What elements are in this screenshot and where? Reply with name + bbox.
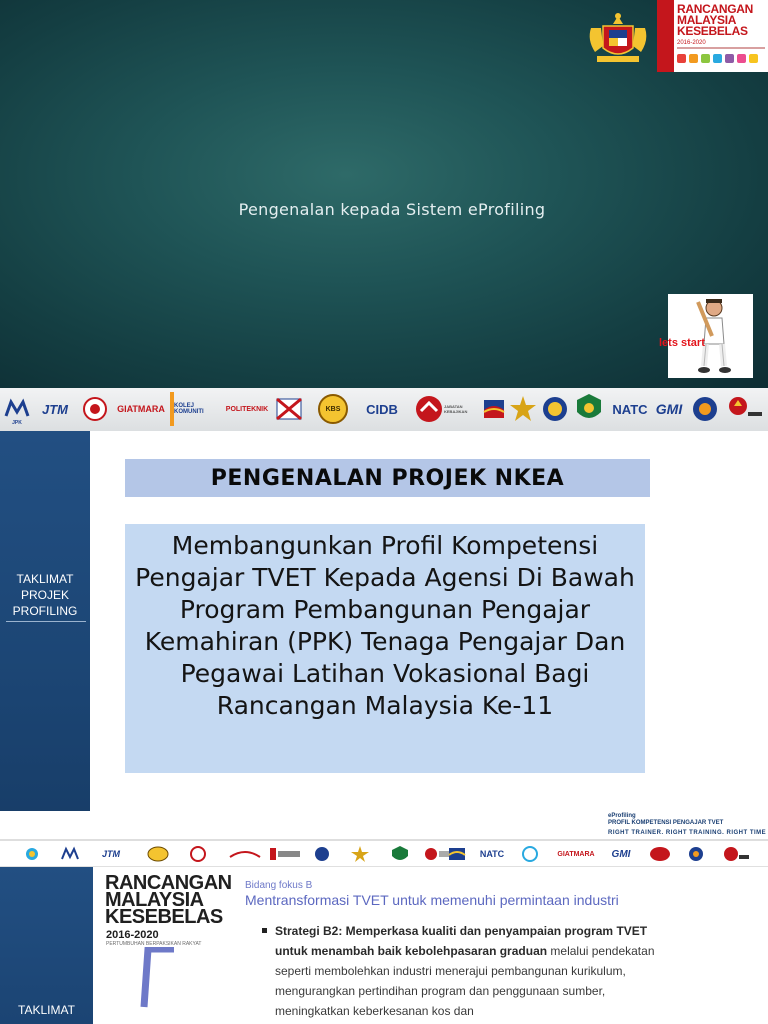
jpk-logo-icon xyxy=(4,392,30,426)
rmk11-logo-bar xyxy=(657,0,674,72)
rmk11-dot-3 xyxy=(713,54,722,63)
slide3-sidebar-title: TAKLIMAT xyxy=(18,1003,75,1017)
rmk11-dot-2 xyxy=(701,54,710,63)
jtm-logo: JTM xyxy=(42,401,68,417)
police-crest-icon xyxy=(540,392,570,426)
rmk11-line1: RANCANGAN xyxy=(677,2,753,16)
rmk11-title-tagline: PERTUMBUHAN BERPAKSIKAN RAKYAT xyxy=(106,941,202,947)
gmi-small-logo: GMI xyxy=(611,848,631,860)
rmk11-dot-1 xyxy=(689,54,698,63)
sidebar-divider xyxy=(6,621,86,622)
eprofiling-subtitle: PROFIL KOMPETENSI PENGAJAR TVET xyxy=(608,820,724,826)
car-logo-icon xyxy=(228,845,262,863)
badge-logo-icon xyxy=(82,392,108,426)
slide-sidebar xyxy=(0,431,90,811)
bullet-marker xyxy=(262,928,267,933)
rmk11-slide xyxy=(0,811,768,1024)
jabatan-kebajikan-logo: JABATAN KEBAJIKAN xyxy=(444,404,468,414)
sarawak-logo-icon xyxy=(724,392,764,426)
title-slide xyxy=(0,0,768,388)
strategy-bullet-bold: Strategi B2: Memperkasa kualiti dan penyampaian program TVET untuk menambah baik kebolehpasaran graduan xyxy=(275,924,648,958)
rmk11-line3: KESEBELAS xyxy=(677,24,748,38)
eprofiling-header xyxy=(608,813,766,836)
rmk11-dot-0 xyxy=(677,54,686,63)
lets-start-button[interactable] xyxy=(659,294,753,378)
kbs-label: KBS xyxy=(325,405,341,413)
strategy-bullet-text: melalui pendekatan seperti membolehkan industri menerajui pembangunan kurikulum, mengurangkan pertindihan program dan penggunaan sumber, meningkatkan keberkesanan kos dan xyxy=(275,944,655,1018)
agency-logo-strip-2 xyxy=(0,841,768,867)
rmk11-title-line1: RANCANGAN xyxy=(105,872,232,894)
slide-body-text: Membangunkan Profil Kompetensi Pengajar TVET Kepada Agensi Di Bawah Program Pembangunan Pengajar Kemahiran (PPK) Tenaga Pengajar Dan Pegawai Latihan Vokasional Bagi Rancangan Malaysia Ke-11 xyxy=(125,524,645,773)
cidb-small-icon xyxy=(518,845,542,863)
focus-area-title: Mentransformasi TVET untuk memenuhi permintaan industri xyxy=(245,892,619,908)
police-small-icon xyxy=(312,845,332,863)
politeknik-logo: POLITEKNIK xyxy=(225,405,269,413)
giatmara-logo: GIATMARA xyxy=(117,404,165,414)
islamic-small-icon xyxy=(390,845,410,863)
cricket-player-icon xyxy=(668,294,753,378)
rmk11-title-line2: MALAYSIA xyxy=(105,889,204,911)
kbs-logo xyxy=(316,392,350,426)
eprofiling-label: eProfiling xyxy=(608,813,636,819)
rmk11-title xyxy=(105,872,232,928)
university-small-icon xyxy=(686,845,706,863)
nkea-slide xyxy=(0,431,768,811)
sarawak-small-icon xyxy=(722,845,750,863)
natc-small-logo: NATC xyxy=(479,849,505,859)
sidebar-title: TAKLIMAT PROJEK PROFILING xyxy=(12,572,78,618)
giatmara-small-logo: GIATMARA xyxy=(557,850,595,858)
ciast-logo-icon xyxy=(22,845,42,863)
islamic-crest-icon xyxy=(574,392,604,426)
natc-logo: NATC xyxy=(612,401,648,417)
svg-text:JPK: JPK xyxy=(12,420,22,426)
rmk11-title-line3: KESEBELAS xyxy=(105,906,223,928)
rmk11-dot-5 xyxy=(737,54,746,63)
star-small-icon xyxy=(350,845,370,863)
flag-logo-icon xyxy=(275,392,303,426)
kbs-small-logo-icon xyxy=(146,845,170,863)
jpk-small-logo-icon xyxy=(60,845,80,863)
university-crest-icon xyxy=(690,392,720,426)
rmk11-line2: MALAYSIA xyxy=(677,13,737,27)
malaysia-coat-of-arms-icon xyxy=(583,10,653,68)
mara-small-icon xyxy=(448,845,466,863)
focus-area-label: Bidang fokus B xyxy=(245,880,313,891)
rmk11-logo xyxy=(657,0,768,72)
lets-start-label: lets start xyxy=(659,337,705,349)
jkm-emblem-icon xyxy=(414,392,444,426)
eprofiling-tagline: RIGHT TRAINER. RIGHT TRAINING. RIGHT TIME xyxy=(608,830,767,836)
red-crest-small-icon xyxy=(188,845,208,863)
rmk11-tagline-bar xyxy=(677,47,765,49)
rmk11-dot-6 xyxy=(749,54,758,63)
jtm-small-logo: JTM xyxy=(102,849,120,859)
rmk11-dots xyxy=(677,54,758,63)
big-five-graphic-icon xyxy=(140,947,180,1024)
rmk11-years: 2016-2020 xyxy=(677,40,706,46)
slide3-sidebar xyxy=(0,867,93,1024)
star-crest-icon xyxy=(508,392,538,426)
strategy-bullet xyxy=(275,921,665,1021)
kolej-komuniti-logo: KOLEJ KOMUNITI xyxy=(170,392,220,426)
red-oval-small-icon xyxy=(648,845,672,863)
kk-small-logo-icon xyxy=(268,845,302,863)
mara-logo-icon xyxy=(482,392,506,426)
slide-subtitle: Pengenalan kepada Sistem eProfiling xyxy=(238,200,546,219)
gmi-logo: GMI xyxy=(655,401,683,417)
slide-heading: PENGENALAN PROJEK NKEA xyxy=(125,459,650,497)
rmk11-title-years: 2016-2020 xyxy=(106,929,159,941)
cidb-logo: CIDB xyxy=(366,401,398,417)
agency-logo-strip xyxy=(0,388,768,431)
rmk11-dot-4 xyxy=(725,54,734,63)
